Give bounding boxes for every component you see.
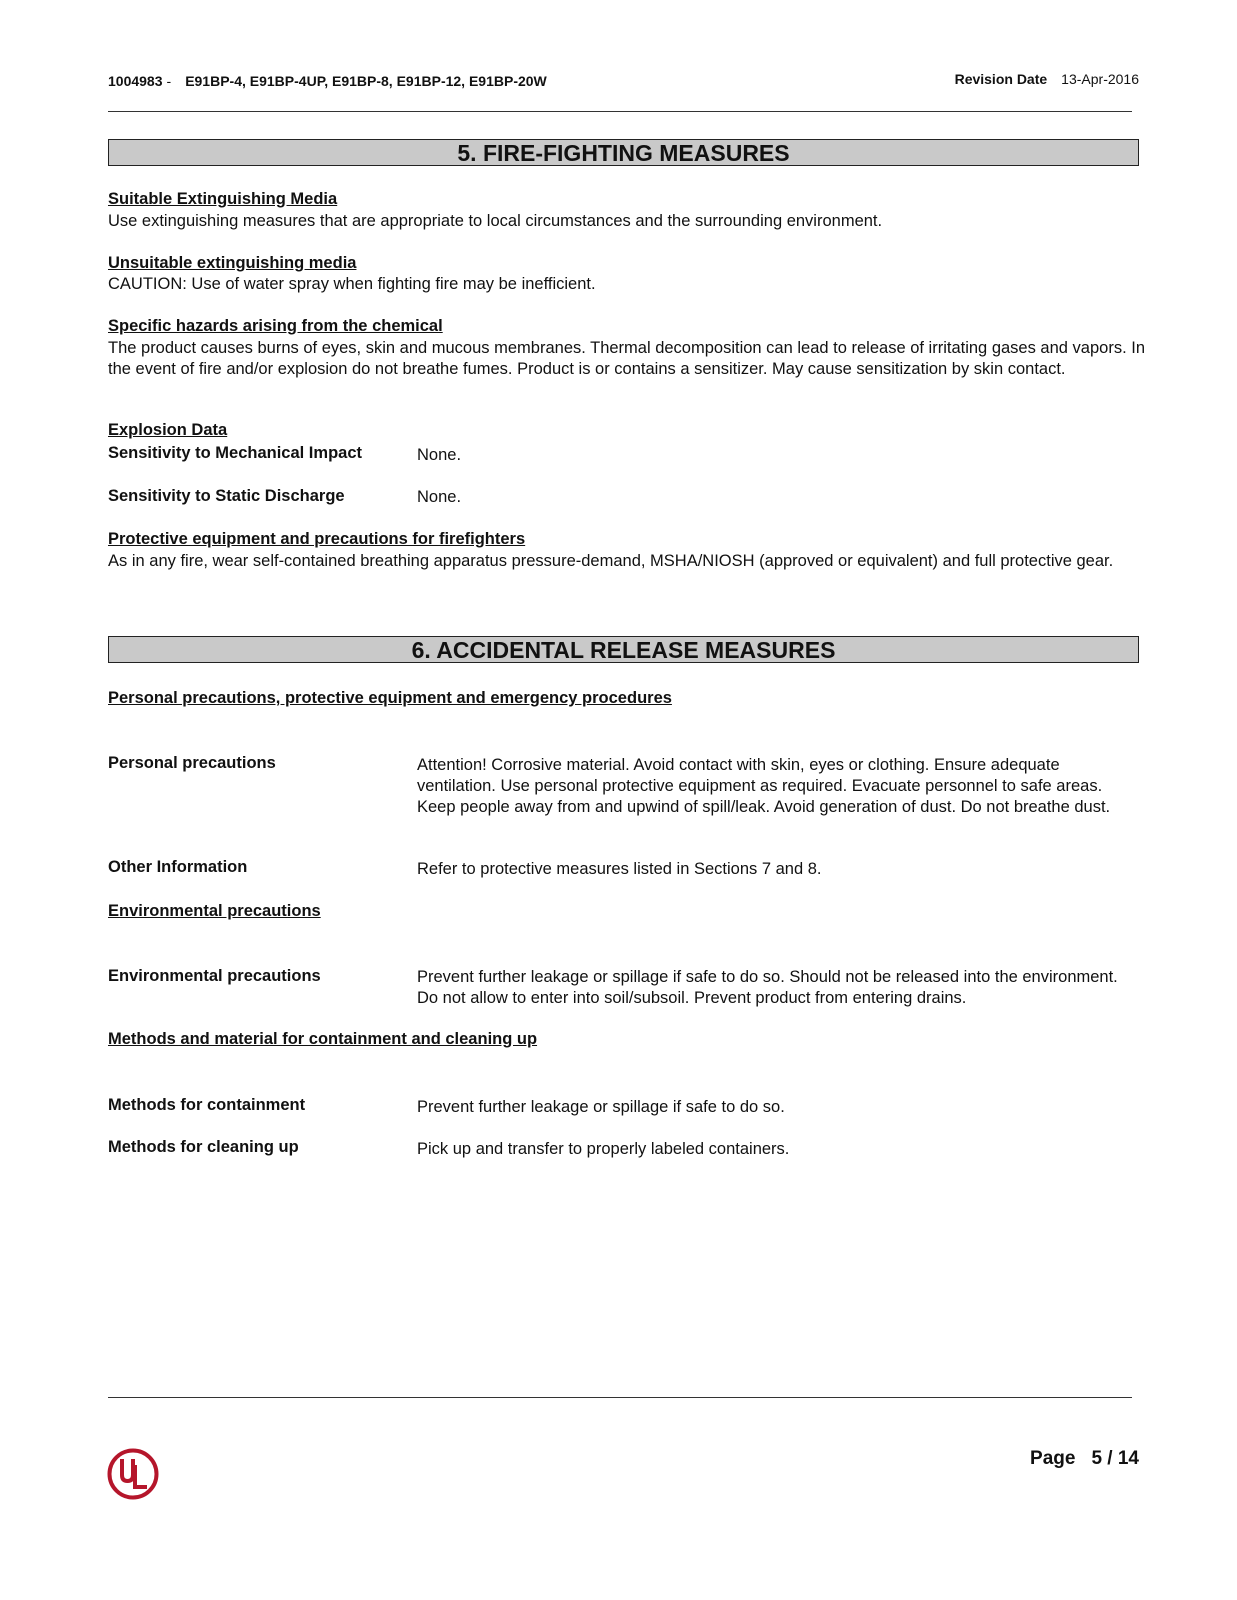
personal-precautions-text: Attention! Corrosive material. Avoid contact with skin, eyes or clothing. Ensure adequate ventilation. Use personal protective equipment as required. Evacuate personnel to safe areas. Keep people away from and upwind of spill/leak. Avoid generation of dust. Do not breathe dust. bbox=[417, 756, 1111, 816]
product-names: E91BP-4, E91BP-4UP, E91BP-8, E91BP-12, E91BP-20W bbox=[185, 73, 547, 89]
section-6-title: 6. ACCIDENTAL RELEASE MEASURES bbox=[108, 636, 1139, 663]
cleaning-up-text: Pick up and transfer to properly labeled containers. bbox=[417, 1140, 790, 1158]
unsuitable-media-text: CAUTION: Use of water spray when fighting fire may be inefficient. bbox=[108, 275, 596, 293]
ul-logo-icon bbox=[107, 1448, 159, 1500]
firefighter-protection-text: As in any fire, wear self-contained breathing apparatus pressure-demand, MSHA/NIOSH (approved or equivalent) and full protective gear. bbox=[108, 552, 1114, 570]
header-dash: - bbox=[166, 73, 172, 89]
specific-hazards-heading: Specific hazards arising from the chemical bbox=[108, 317, 443, 335]
mechanical-impact-label: Sensitivity to Mechanical Impact bbox=[108, 444, 362, 462]
personal-precautions-heading: Personal precautions, protective equipment and emergency procedures bbox=[108, 689, 672, 707]
static-discharge-value: None. bbox=[417, 488, 462, 506]
other-information-text: Refer to protective measures listed in Sections 7 and 8. bbox=[417, 860, 822, 878]
specific-hazards-text: The product causes burns of eyes, skin and mucous membranes. Thermal decomposition can lead to release of irritating gases and vapors. In the event of fire and/or explosion do not breathe fumes. Product is or contains a sensitizer. May cause sensitization by skin contact. bbox=[108, 339, 1145, 378]
product-id: 1004983 bbox=[108, 73, 163, 89]
suitable-media-text: Use extinguishing measures that are appropriate to local circumstances and the surrounding environment. bbox=[108, 212, 883, 230]
firefighter-protection-heading: Protective equipment and precautions for firefighters bbox=[108, 530, 526, 548]
document-header-product bbox=[108, 73, 547, 89]
explosion-data-heading: Explosion Data bbox=[108, 421, 228, 439]
environmental-precautions-heading: Environmental precautions bbox=[108, 902, 321, 920]
suitable-media-heading: Suitable Extinguishing Media bbox=[108, 190, 338, 208]
personal-precautions-label: Personal precautions bbox=[108, 754, 276, 772]
section-5-title: 5. FIRE-FIGHTING MEASURES bbox=[108, 139, 1139, 166]
footer-divider bbox=[108, 1397, 1132, 1398]
mechanical-impact-value: None. bbox=[417, 446, 462, 464]
revision-date: 13-Apr-2016 bbox=[1061, 71, 1139, 87]
environmental-precautions-label: Environmental precautions bbox=[108, 967, 321, 985]
page-label: Page bbox=[1030, 1448, 1076, 1469]
cleaning-up-label: Methods for cleaning up bbox=[108, 1138, 299, 1156]
unsuitable-media-heading: Unsuitable extinguishing media bbox=[108, 254, 357, 272]
header-divider bbox=[108, 111, 1132, 112]
other-information-label: Other Information bbox=[108, 858, 248, 876]
page-count: 5 / 14 bbox=[1091, 1448, 1139, 1469]
static-discharge-label: Sensitivity to Static Discharge bbox=[108, 487, 345, 505]
containment-cleaning-heading: Methods and material for containment and cleaning up bbox=[108, 1030, 538, 1048]
page-number bbox=[1030, 1448, 1139, 1470]
containment-label: Methods for containment bbox=[108, 1096, 306, 1114]
revision-label: Revision Date bbox=[954, 71, 1048, 87]
environmental-precautions-text: Prevent further leakage or spillage if safe to do so. Should not be released into the environment. Do not allow to enter into soil/subsoil. Prevent product from entering drains. bbox=[417, 968, 1118, 1007]
revision-info bbox=[955, 71, 1139, 87]
containment-text: Prevent further leakage or spillage if safe to do so. bbox=[417, 1098, 785, 1116]
